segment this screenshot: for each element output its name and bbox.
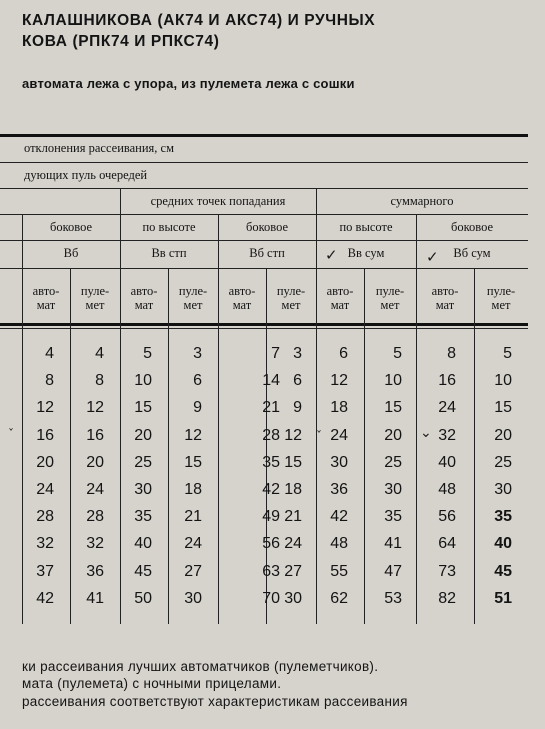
pen-tick-mark: ˇ [8,427,14,441]
subheader-line-1: пуле- [375,284,405,298]
table-cell: 63 [262,562,280,580]
table-cell: 62 [330,589,348,607]
table-cell: 25 [134,453,152,471]
table-cell: 41 [384,535,402,553]
table-cell: 15 [184,453,202,471]
var-vb-sum: Вб сум [453,246,491,260]
table-cell: 15 [494,399,512,417]
table-cell: 42 [36,589,54,607]
table-cell: 8 [447,345,456,362]
table-cell: 16 [36,426,54,444]
subheader-avtomat [316,284,364,312]
table-cell: 10 [134,372,152,390]
table-cell: 20 [494,426,512,444]
table-cell: 47 [384,562,402,580]
var-vb: Вб [63,246,79,260]
table-cell: 70 [262,589,280,607]
table-cell: 18 [184,481,202,498]
subheader-pulemet [364,284,416,312]
subheader-line-1: авто- [431,284,459,298]
rule-top [0,134,528,137]
table-cell: 30 [384,481,402,498]
subheader-line-2: мат [232,298,252,312]
table-cell: 20 [384,426,402,444]
table-cell: 30 [184,589,202,607]
table-cell: 25 [384,453,402,471]
table-cell: 27 [184,562,202,580]
footer-line-2: мата (пулемета) с ночными прицелами. [22,676,282,691]
subheader-line-2: мат [330,298,350,312]
section-heading-2: дующих пуль очередей [24,168,148,182]
table-cell: 35 [494,508,512,526]
table-cell: 50 [134,589,152,607]
pen-check-mark: ✓ [426,248,439,266]
table-cell: 40 [438,453,456,471]
column-rule [218,214,219,624]
page-title [22,10,522,52]
table-cell: 5 [393,345,402,362]
table-cell: 21 [184,508,202,526]
table-cell: 48 [330,535,348,553]
subheader-line-1: авто- [32,284,60,298]
subheader-pulemet [168,284,218,312]
side-heading: боковое [245,220,289,234]
table-cell: 18 [284,481,302,498]
table-cell: 24 [36,481,54,498]
table-cell: 12 [36,399,54,417]
subheader-line-1: авто- [228,284,256,298]
table-cell: 6 [293,372,302,390]
table-cell: 42 [262,481,280,498]
table-cell: 24 [330,426,348,444]
table-cell: 28 [36,508,54,526]
subheader-line-1: пуле- [178,284,208,298]
var-vb-stp: Вб стп [249,246,285,260]
rule-header-bottom [0,323,528,326]
var-vv-sum: Вв сум [347,246,385,260]
table-cell: 82 [438,589,456,607]
table-cell: 9 [293,399,302,417]
pen-tick-mark: ˇ [316,429,322,443]
subheader-line-2: мет [491,298,511,312]
table-cell: 36 [330,481,348,498]
rule-header-bottom-2 [0,328,528,329]
table-cell: 37 [36,562,54,580]
table-cell: 12 [284,426,302,444]
subheader-avtomat [22,284,70,312]
subheader-line-2: мат [36,298,56,312]
table-cell: 35 [262,453,280,471]
table-cell: 20 [86,453,104,471]
table-cell: 9 [193,399,202,417]
rule [0,214,528,215]
subheader-line-1: пуле- [80,284,110,298]
subheader-pulemet [266,284,316,312]
table-cell: 32 [36,535,54,553]
table-cell: 4 [45,345,54,362]
title-line-2: КОВА (РПК74 И РПКС74) [22,33,220,50]
table-cell: 53 [384,589,402,607]
table-cell: 40 [134,535,152,553]
subheader-avtomat [218,284,266,312]
table-cell: 16 [438,372,456,390]
table-cell: 51 [494,589,512,607]
table-cell: 20 [36,453,54,471]
table-cell: 21 [284,508,302,526]
subheader-pulemet [474,284,528,312]
table-cell: 5 [143,345,152,362]
table-cell: 45 [134,562,152,580]
side-heading: боковое [450,220,494,234]
table-cell: 32 [86,535,104,553]
side-heading: боковое [49,220,93,234]
var-vv-stp: Вв стп [151,246,187,260]
table-cell: 3 [193,345,202,362]
table-cell: 12 [330,372,348,390]
table-cell: 49 [262,508,280,526]
table-cell: 24 [284,535,302,553]
footer-line-1: ки рассеивания лучших автоматчиков (пулеметчиков). [22,659,379,674]
table-cell: 27 [284,562,302,580]
footer-line-3: рассеивания соответствуют характеристикам рассеивания [22,694,408,709]
group-heading-sum: суммарного [390,194,454,208]
table-cell: 20 [134,426,152,444]
height-heading: по высоте [339,220,393,234]
table-cell: 28 [262,426,280,444]
table-cell: 24 [86,481,104,498]
subheader-line-2: мат [435,298,455,312]
table-cell: 6 [339,345,348,362]
table-cell: 7 [271,345,280,362]
table-cell: 28 [86,508,104,526]
table-cell: 14 [262,372,280,390]
subheader-line-1: авто- [130,284,158,298]
subheader-pulemet [70,284,120,312]
table-cell: 4 [95,345,104,362]
table-cell: 36 [86,562,104,580]
subtitle: автомата лежа с упора, из пулемета лежа с сошки [22,76,355,91]
table-cell: 24 [438,399,456,417]
table-cell: 64 [438,535,456,553]
table-cell: 41 [86,589,104,607]
pen-check-mark: ✓ [325,246,338,264]
table-cell: 42 [330,508,348,526]
subheader-line-2: мет [85,298,105,312]
table-cell: 21 [262,399,280,417]
rule [0,268,528,269]
table-cell: 56 [262,535,280,553]
subheader-line-1: пуле- [276,284,306,298]
table-cell: 8 [45,372,54,390]
table-cell: 16 [86,426,104,444]
table-cell: 12 [86,399,104,417]
subheader-line-2: мет [281,298,301,312]
subheader-avtomat [416,284,474,312]
subheader-line-2: мет [183,298,203,312]
table-cell: 30 [284,589,302,607]
group-heading-avg: средних точек попадания [150,194,286,208]
subheader-avtomat [120,284,168,312]
title-line-1: КАЛАШНИКОВА (АК74 И АКС74) И РУЧНЫХ [22,12,376,29]
table-cell: 35 [384,508,402,526]
table-cell: 30 [134,481,152,498]
table-cell: 30 [330,453,348,471]
rule [0,240,528,241]
rule [0,162,528,163]
rule [0,188,528,189]
table-cell: 10 [494,372,512,390]
table-cell: 15 [284,453,302,471]
table-cell: 6 [193,372,202,390]
table-cell: 32 [438,426,456,444]
table-cell: 30 [494,481,512,498]
table-cell: 35 [134,508,152,526]
table-cell: 48 [438,481,456,498]
table-cell: 45 [494,562,512,580]
table-cell: 18 [330,399,348,417]
table-cell: 24 [184,535,202,553]
table-cell: 15 [134,399,152,417]
table-cell: 10 [384,372,402,390]
subheader-line-2: мет [380,298,400,312]
subheader-line-1: авто- [326,284,354,298]
table-cell: 12 [184,426,202,444]
subheader-line-2: мат [134,298,154,312]
table-cell: 73 [438,562,456,580]
height-heading: по высоте [142,220,196,234]
table-cell: 56 [438,508,456,526]
table-cell: 40 [494,535,512,553]
table-cell: 25 [494,453,512,471]
table-cell: 5 [503,345,512,362]
pen-tick-mark: ⌄ [420,425,432,441]
table-cell: 3 [293,345,302,362]
table-cell: 55 [330,562,348,580]
subheader-line-1: пуле- [486,284,516,298]
table-cell: 15 [384,399,402,417]
table-cell: 8 [95,372,104,390]
section-heading-1: отклонения рассеивания, см [24,141,175,155]
